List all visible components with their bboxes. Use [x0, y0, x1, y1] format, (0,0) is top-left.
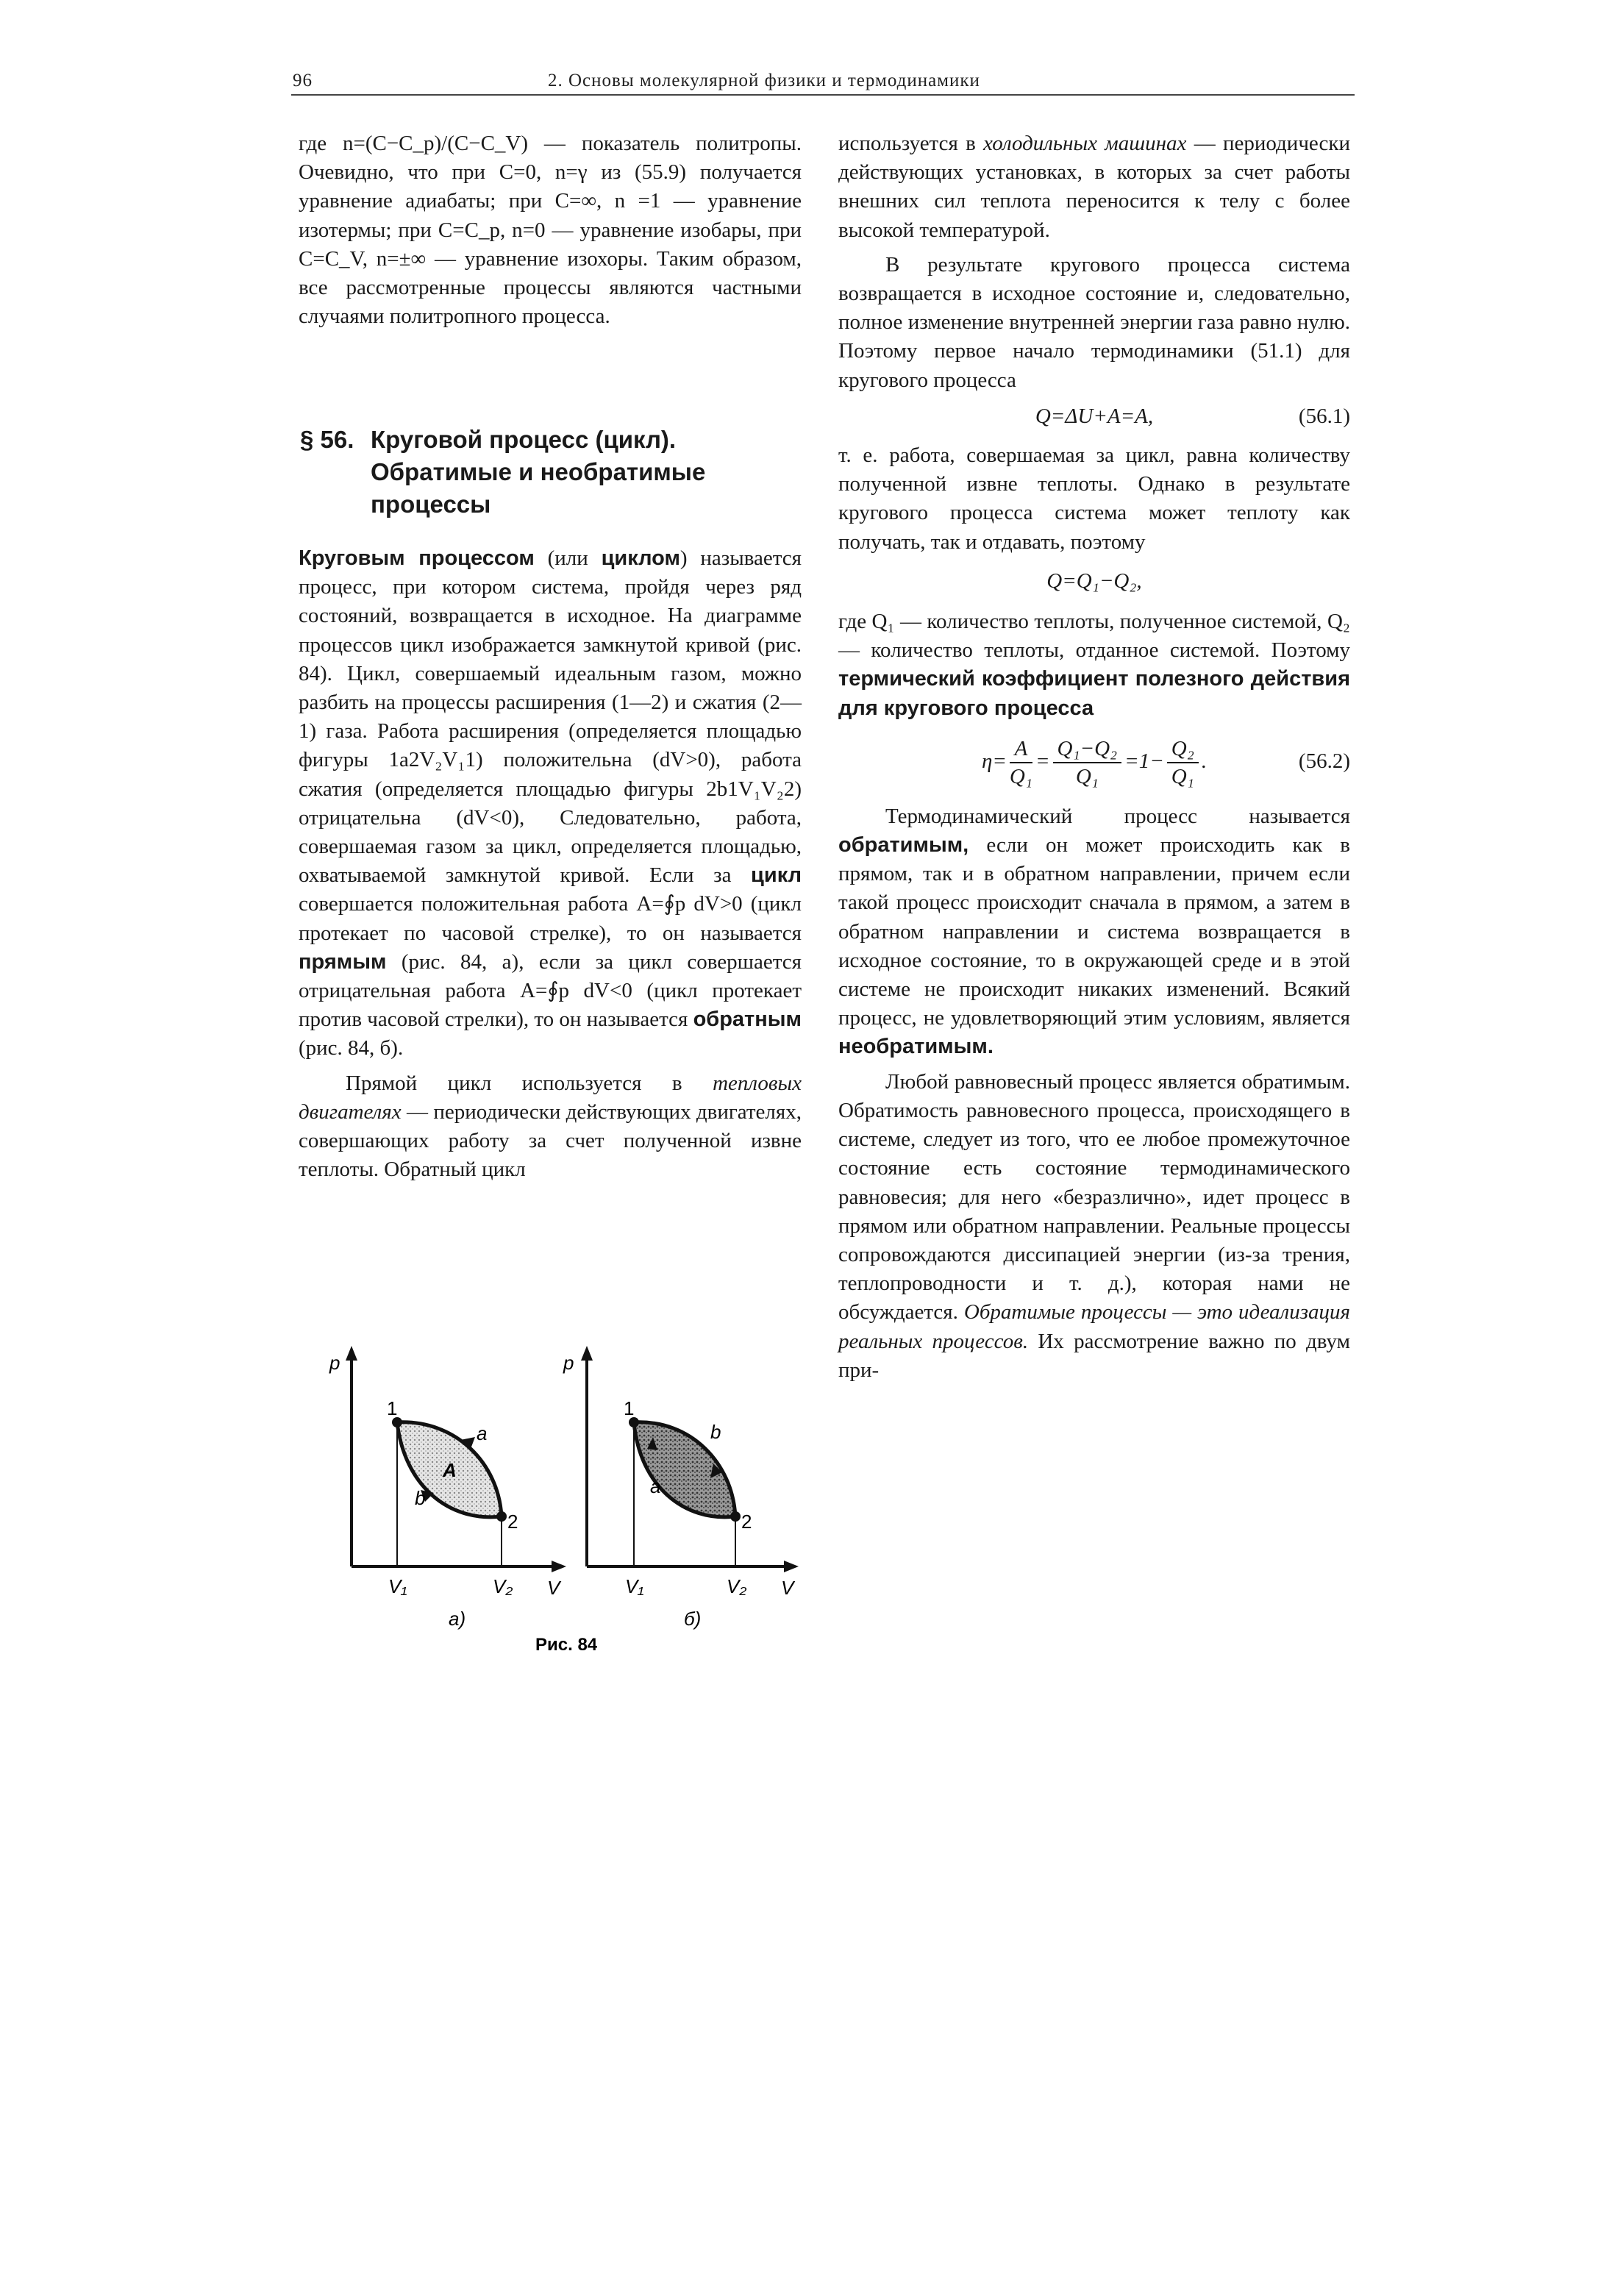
term-circular-process: Круговым процессом [299, 546, 535, 570]
section-title: Круговой процесс (цикл). Обратимые и необратимые процессы [371, 426, 706, 518]
panel-b-label: б) [684, 1608, 702, 1630]
efficiency-paragraph [838, 607, 1350, 723]
axis-v-label-a: V [547, 1577, 560, 1599]
equilibrium-process-paragraph [838, 1068, 1350, 1385]
frac-den: Q₁ [1009, 765, 1032, 789]
area-label-a: A [443, 1459, 457, 1481]
eq-mid: =1− [1124, 749, 1164, 773]
frac-num: Q₁−Q₂ [1053, 735, 1122, 763]
equation-56-2: η= $\frac{A}{\text{Q₁}}$ = $\frac{\text{Q₁−Q₂}}{\text{Q₁}}$ =1− $\frac{\text{Q₂}}{\text{Q₁}}$ . (56.2) [838, 730, 1350, 792]
tick-v1-b: V₁ [625, 1575, 644, 1597]
frac-den: Q₁ [1171, 765, 1194, 789]
term-refrigerators: холодильных машинах [983, 132, 1187, 155]
point-1-label-a: 1 [387, 1397, 398, 1419]
curve-a-label-a: a [477, 1422, 488, 1444]
text-span: совершается положительная работа A=∮p dV>0 (цикл протекает по часовой стрелке), то он называется [299, 892, 802, 945]
frac-den: Q₁ [1075, 765, 1099, 789]
section-heading [300, 424, 785, 521]
cycle-definition-paragraph [299, 544, 802, 1063]
equation-56-2-number: (56.2) [1298, 749, 1350, 773]
panel-a-label: а) [449, 1608, 466, 1630]
right-column [838, 129, 1350, 1385]
tick-v1-a: V₁ [388, 1575, 407, 1597]
term-cycle-2: цикл [751, 863, 802, 888]
polytrope-paragraph: где n=(C−C_p)/(C−C_V) — показатель политропы. Очевидно, что при C=0, n=γ из (55.9) получается уравнение адиабаты; при C=∞, n =1 — уравнение изотермы; при C=C_p, n=0 — уравнение изобары, при C=C_V, n=±∞ — уравнение изохоры. Таким образом, все рассмотренные процессы являются частными случаями политропного процесса. [299, 132, 802, 329]
text-span: (или [534, 546, 602, 570]
eq-dot: . [1201, 749, 1208, 773]
term-reverse: обратным [693, 1008, 802, 1032]
text-span: Термодинамический процесс называется [885, 804, 1350, 828]
axis-p-label-b: p [563, 1352, 574, 1374]
point-2-label-b: 2 [741, 1511, 752, 1533]
tick-v2-a: V₂ [493, 1575, 513, 1597]
fraction-a-over-q1 [1010, 735, 1032, 790]
point-2-label-a: 2 [507, 1511, 518, 1533]
text-span: (рис. 84, б). [299, 1036, 404, 1060]
tick-v2-b: V₂ [727, 1575, 747, 1597]
figure-caption: Рис. 84 [535, 1635, 598, 1655]
text-span: Их рассмотрение важно по двум при- [838, 1329, 1350, 1382]
section-number: § 56. [300, 426, 354, 453]
reversible-definition-paragraph [838, 802, 1350, 1062]
equation-56-1-number: (56.1) [1298, 404, 1350, 428]
text-span: — периодически действующих установках, в которых за счет работы внешних сил теплота переносится к телу с более высокой температурой. [838, 132, 1350, 242]
cold-machines-paragraph [838, 129, 1350, 245]
text-span: где Q₁ — количество теплоты, полученное системой, Q₂ — количество теплоты, отданное системой. Поэтому [838, 610, 1350, 663]
term-irreversible: необратимым. [838, 1035, 994, 1059]
first-law-paragraph: В результате кругового процесса система возвращается в исходное состояние и, следовательно, полное изменение внутренней энергии газа равно нулю. Поэтому первое начало термодинамики (51.1) для кругового процесса [838, 252, 1350, 392]
fraction-q2-over-q1 [1167, 735, 1199, 790]
text-span: Любой равновесный процесс является обратимым. Обратимость равновесного процесса, происходящего в системе, следует из того, что ее любое промежуточное состояние есть состояние термодинамического равновесия; для него «безразлично», идет процесс в прямом или обратном направлении. Реальные процессы сопровождаются диссипацией энергии (из-за трения, теплопроводности и т. д.), которая нами не обсуждается. [838, 1069, 1350, 1325]
panel-b-diagram [581, 1346, 799, 1572]
frac-num: Q₂ [1167, 735, 1199, 763]
curve-b-label-b: b [710, 1421, 721, 1443]
eq-eta: η= [981, 749, 1007, 773]
point-1-label-b: 1 [624, 1397, 635, 1419]
text-span: Прямой цикл используется в [346, 1071, 713, 1095]
text-span: — периодически действующих двигателях, совершающих работу за счет полученной извне теплоты. Обратный цикл [299, 1099, 802, 1182]
term-reversible: обратимым, [838, 833, 969, 858]
left-column-body [299, 544, 802, 1184]
text-span: используется в [838, 132, 984, 155]
text-span: если он может происходить как в прямом, так и в обратном направлении, причем если такой процесс происходит сначала в прямом, а затем в обратном направлении и система возвращается в исходное состояние, то в окружающей среде и в этой системе не происходит никаких изменений. Всякий процесс, не удовлетворяющий этим условиям, является [838, 833, 1350, 1030]
curve-b-label-a: b [415, 1487, 426, 1509]
term-heat-engines: тепловых двигателях [299, 1071, 802, 1124]
term-thermal-efficiency: термический коэффициент полезного действия для кругового процесса [838, 667, 1350, 720]
term-direct: прямым [299, 949, 387, 974]
text-span: (рис. 84, а), если за цикл совершается отрицательная работа A=∮p dV<0 (цикл протекает против часовой стрелки), то он называется [299, 949, 802, 1032]
figure-84 [316, 1346, 809, 1655]
running-title: 2. Основы молекулярной физики и термодинамики [548, 71, 980, 90]
work-equals-heat-paragraph: т. е. работа, совершаемая за цикл, равна количеству полученной извне теплоты. Однако в результате кругового процесса система может теплоту как получать, так и отдавать, поэтому [838, 443, 1350, 554]
reversible-idealization: Обратимые процессы — это идеализация реальных процессов. [838, 1300, 1350, 1353]
equation-56-1-body: Q=ΔU+A=A, [1035, 404, 1154, 428]
term-cycle: циклом [601, 546, 680, 570]
curve-a-label-b: a [650, 1475, 661, 1497]
axis-v-label-b: V [781, 1577, 794, 1599]
equation-56-1 [838, 402, 1350, 431]
text-span: ) называется процесс, при котором система, пройдя через ряд состояний, возвращается в исходное. На диаграмме процессов цикл изображается замкнутой кривой (рис. 84). Цикл, совершаемый идеальным газом, можно разбить на процессы расширения (1—2) и сжатия (2—1) газа. Работа расширения (определяется площадью фигуры 1a2V₂V₁1) положительна (dV>0), работа сжатия (определяется площадью фигуры 2b1V₁V₂2) отрицательна (dV<0), Следовательно, работа, совершаемая газом за цикл, определяется площадью, охватываемой замкнутой кривой. Если за [299, 546, 802, 888]
left-column-top [299, 129, 802, 331]
page-number: 96 [293, 71, 313, 90]
frac-num: A [1010, 735, 1032, 763]
axis-p-label-a: p [329, 1352, 340, 1374]
direct-cycle-paragraph [299, 1069, 802, 1185]
header-rule [291, 94, 1355, 96]
fraction-q1-minus-q2 [1053, 735, 1122, 790]
equation-q-difference: Q=Q₁−Q₂, [1046, 568, 1142, 593]
